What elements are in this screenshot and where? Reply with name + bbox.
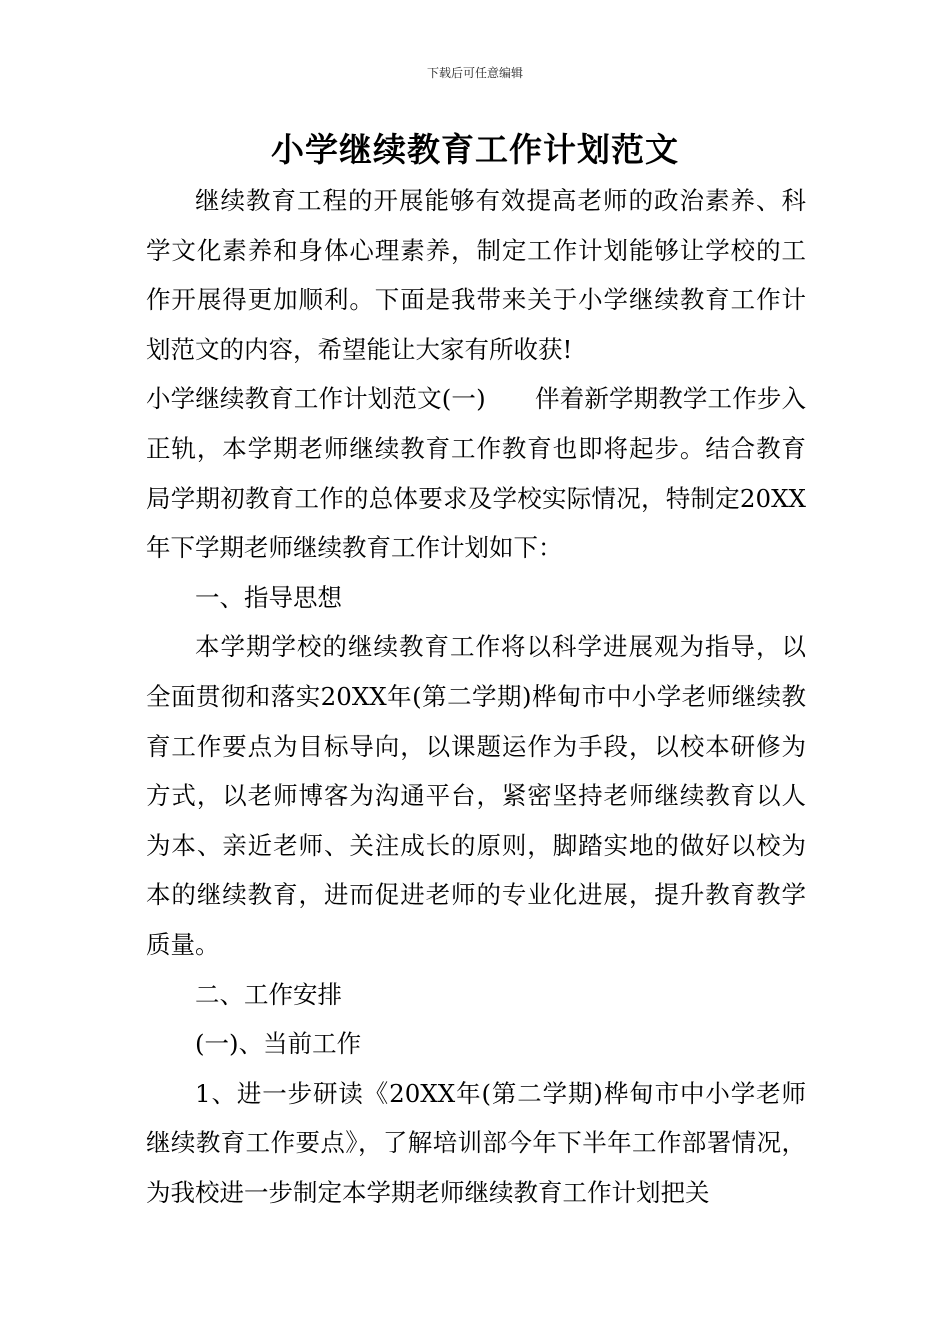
paragraph-intro: 继续教育工程的开展能够有效提高老师的政治素养、科学文化素养和身体心理素养，制定工作计划能够让学校的工作开展得更加顺利。下面是我带来关于小学继续教育工作计划范文的内容，希望能让大家有所收获!: [146, 186, 806, 364]
heading-guiding-ideology: 一、指导思想: [195, 582, 342, 612]
heading-work-arrangement: 二、工作安排: [195, 979, 342, 1009]
header-note: 下载后可任意编辑: [426, 66, 523, 80]
document-body: [146, 176, 806, 1217]
paragraph-guiding-ideology: 本学期学校的继续教育工作将以科学进展观为指导，以全面贯彻和落实20XX年(第二学期)桦甸市中小学老师继续教育工作要点为目标导向，以课题运作为手段，以校本研修为方式，以老师博客为沟通平台，紧密坚持老师继续教育以人为本、亲近老师、关注成长的原则，脚踏实地的做好以校为本的继续教育，进而促进老师的专业化进展，提升教育教学质量。: [146, 632, 806, 959]
paragraph-item-one: 1、进一步研读《20XX年(第二学期)桦甸市中小学老师继续教育工作要点》，了解培训部今年下半年工作部署情况，为我校进一步制定本学期老师继续教育工作计划把关: [146, 1078, 806, 1207]
heading-current-work: (一)、当前工作: [195, 1029, 362, 1059]
document-title: 小学继续教育工作计划范文: [271, 130, 679, 169]
paragraph-section-one-intro: 小学继续教育工作计划范文(一) 伴着新学期教学工作步入正轨，本学期老师继续教育工作教育也即将起步。结合教育局学期初教育工作的总体要求及学校实际情况，特制定20XX年下学期老师继续教育工作计划如下：: [146, 384, 806, 563]
